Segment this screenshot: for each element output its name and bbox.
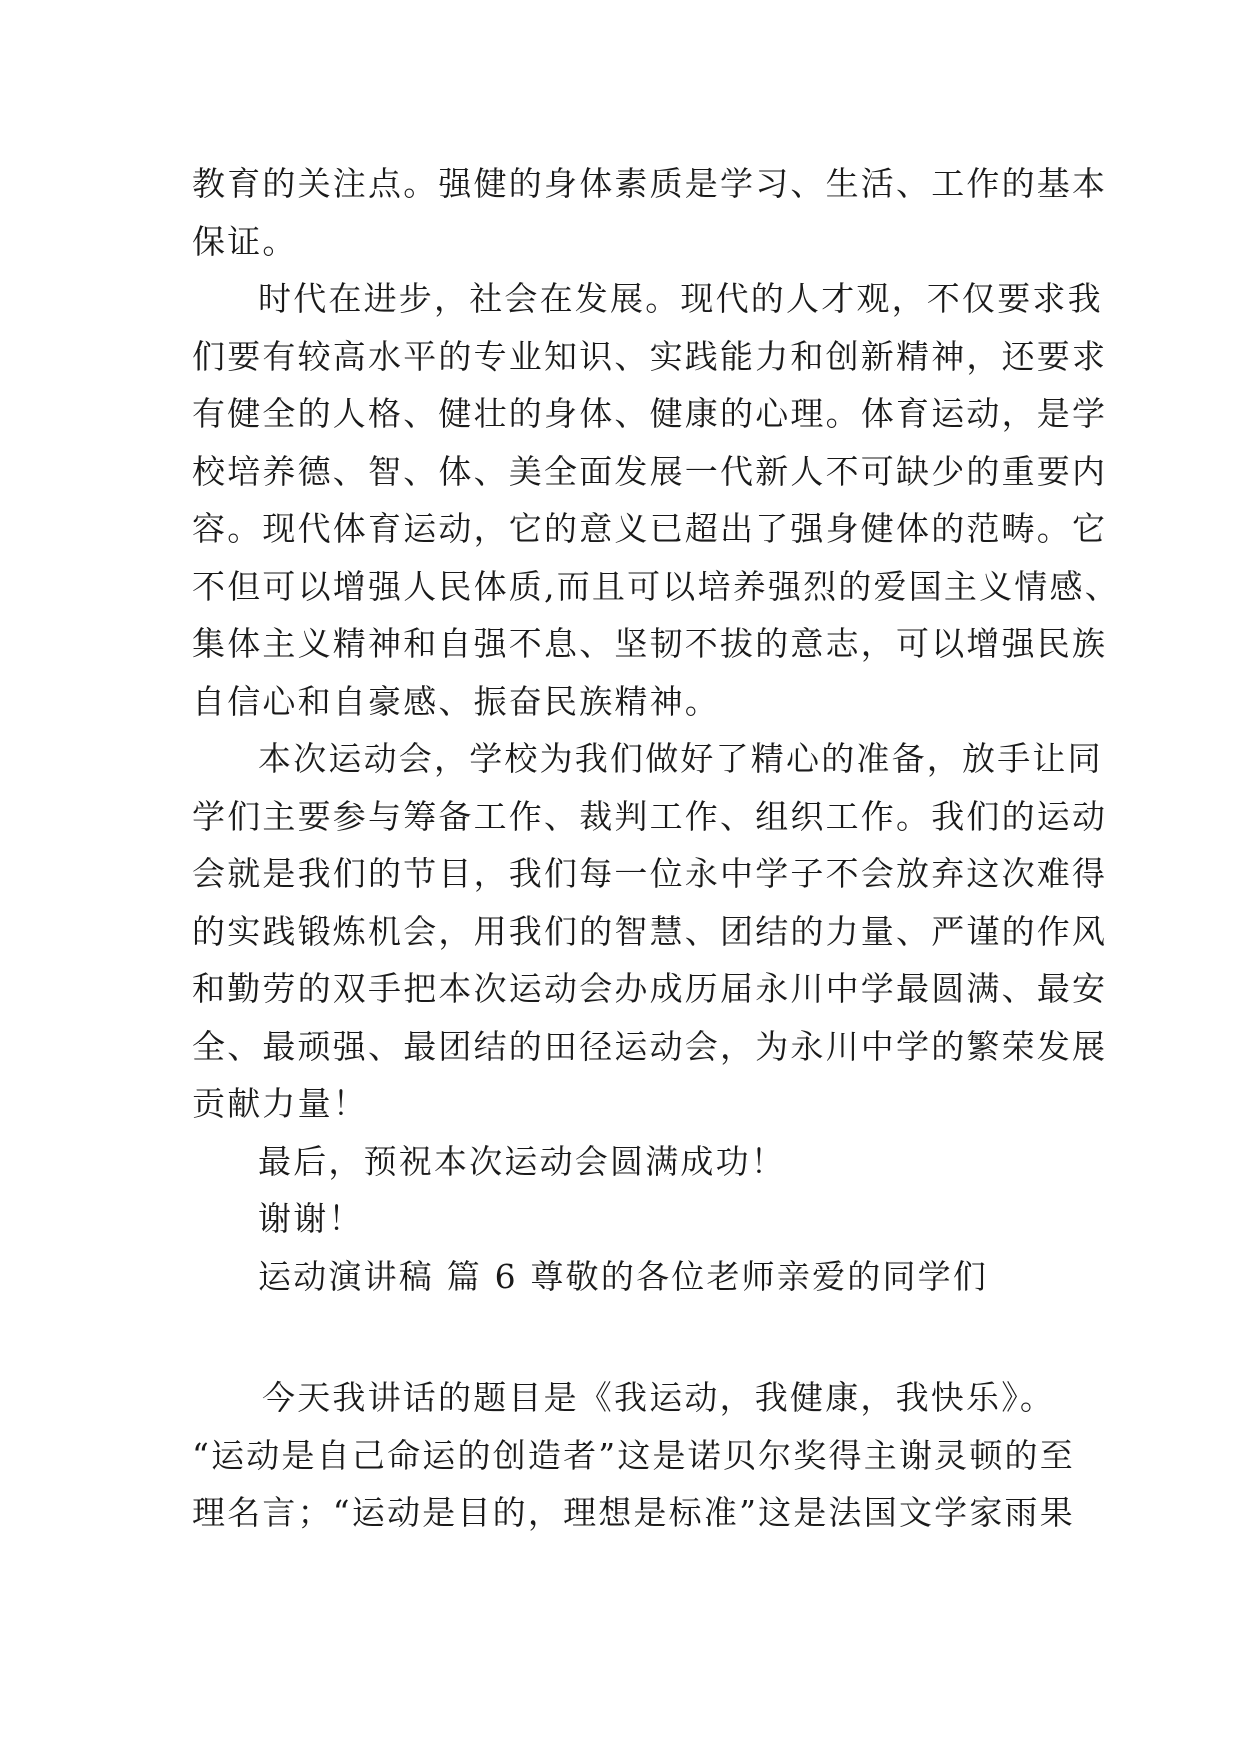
text-line: 最后，预祝本次运动会圆满成功！: [258, 1141, 786, 1181]
text-line: 保证。: [192, 221, 298, 261]
text-line: 容。现代体育运动，它的意义已超出了强身健体的范畴。它: [192, 509, 1108, 548]
text-line: 们要有较高水平的专业知识、实践能力和创新精神，还要求: [192, 336, 1108, 376]
text-line: 有健全的人格、健壮的身体、健康的心理。体育运动，是学: [192, 394, 1108, 433]
text-line: 的实践锻炼机会，用我们的智慧、团结的力量、严谨的作风: [192, 911, 1108, 951]
text-line: 自信心和自豪感、振奋民族精神。: [192, 681, 720, 721]
text-line: 学们主要参与筹备工作、裁判工作、组织工作。我们的运动: [192, 796, 1108, 836]
text-line: 集体主义精神和自强不息、坚韧不拔的意志，可以增强民族: [192, 624, 1108, 663]
text-line: 贡献力量！: [192, 1084, 368, 1123]
text-line: 时代在进步，社会在发展。现代的人才观，不仅要求我: [258, 279, 1103, 318]
text-line: 和勤劳的双手把本次运动会办成历届永川中学最圆满、最安: [192, 969, 1108, 1008]
body-text-block-2: [192, 1369, 1075, 1542]
text-line: 本次运动会，学校为我们做好了精心的准备，放手让同: [258, 739, 1103, 778]
text-line: 不但可以增强人民体质,而且可以培养强烈的爱国主义情感、: [192, 566, 1120, 606]
text-line: “运动是自己命运的创造者”这是诺贝尔奖得主谢灵顿的至: [192, 1435, 1075, 1475]
body-text-block-1: [192, 155, 1120, 1305]
text-line: 谢谢！: [258, 1199, 364, 1238]
text-line: 今天我讲话的题目是《我运动，我健康，我快乐》。: [262, 1378, 1056, 1417]
text-line: 教育的关注点。强健的身体素质是学习、生活、工作的基本: [192, 164, 1108, 203]
section-heading: 运动演讲稿 篇 6 尊敬的各位老师亲爱的同学们: [258, 1256, 989, 1296]
text-line: 理名言；“运动是目的，理想是标准”这是法国文学家雨果: [192, 1493, 1075, 1532]
text-line: 校培养德、智、体、美全面发展一代新人不可缺少的重要内: [192, 451, 1108, 491]
text-line: 全、最顽强、最团结的田径运动会，为永川中学的繁荣发展: [192, 1026, 1108, 1066]
text-line: 会就是我们的节目，我们每一位永中学子不会放弃这次难得: [192, 854, 1108, 893]
